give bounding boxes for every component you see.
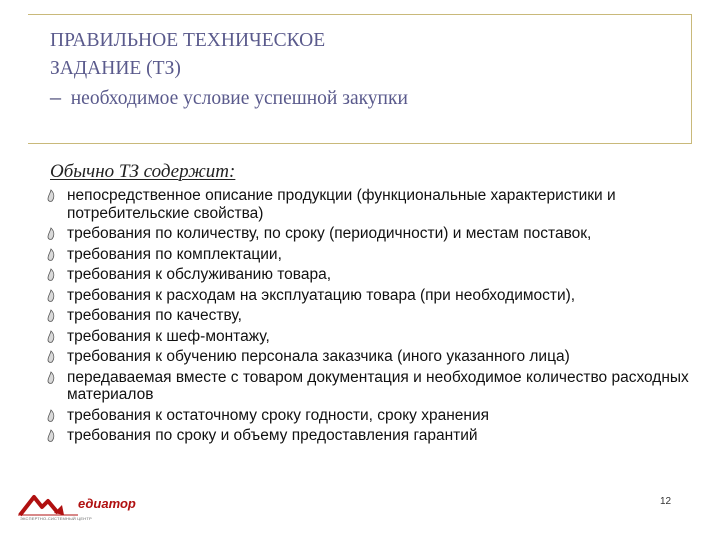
logo-name: едиатор [78,496,136,511]
list-item-text: передаваемая вместе с товаром документация и необходимое количество расходных материалов [67,368,689,403]
title-line-2: ЗАДАНИЕ (ТЗ) [50,58,181,79]
logo-tagline: ЭКСПЕРТНО-СИСТЕМНЫЙ ЦЕНТР [20,516,92,521]
list-item-text: требования к расходам на эксплуатацию товара (при необходимости), [67,286,576,304]
title-dash: – [50,84,61,109]
title-frame-right [691,14,692,144]
leaf-bullet-icon [45,350,57,364]
logo-mark-icon [18,493,78,517]
title-frame-top [28,14,692,15]
list-item-text: требования по комплектации, [67,245,282,263]
list-item-text: требования по качеству, [67,307,242,324]
title-line-1: ПРАВИЛЬНОЕ ТЕХНИЧЕСКОЕ [50,30,326,51]
list-item [50,307,700,325]
leaf-bullet-icon [45,429,57,443]
leaf-bullet-icon [45,289,57,303]
leaf-bullet-icon [45,330,57,344]
list-item [50,427,700,445]
list-item [50,369,700,404]
list-item-text: требования к остаточному сроку годности, сроку хранения [67,406,489,424]
list-item-text: требования по сроку и объему предоставления гарантий [67,427,478,444]
company-logo [18,493,178,529]
list-item [50,328,700,346]
list-item [50,407,700,425]
leaf-bullet-icon [45,371,57,385]
list-item-text: непосредственное описание продукции (функциональные характеристики и потребительские свойства) [67,187,616,222]
list-item-text: требования по количеству, по сроку (периодичности) и местам поставок, [67,225,592,242]
leaf-bullet-icon [45,248,57,262]
list-item [50,225,700,243]
title-line-3 [50,83,680,113]
list-item-text: требования к обучению персонала заказчика (иного указанного лица) [67,348,570,365]
title-frame-bottom [28,143,692,144]
leaf-bullet-icon [45,409,57,423]
leaf-bullet-icon [45,189,57,203]
page-number: 12 [660,496,672,507]
list-heading: Обычно ТЗ содержит: [50,161,236,182]
list-item [50,266,700,284]
list-item [50,287,700,305]
list-item [50,187,700,222]
list-item-text: требования к обслуживанию товара, [67,266,332,283]
requirements-list [50,187,700,448]
list-item [50,348,700,366]
leaf-bullet-icon [45,268,57,282]
title-line-3-text: необходимое условие успешной закупки [70,88,408,109]
leaf-bullet-icon [45,309,57,323]
slide-title [50,27,680,113]
list-item [50,246,700,264]
list-item-text: требования к шеф-монтажу, [67,327,270,345]
leaf-bullet-icon [45,227,57,241]
